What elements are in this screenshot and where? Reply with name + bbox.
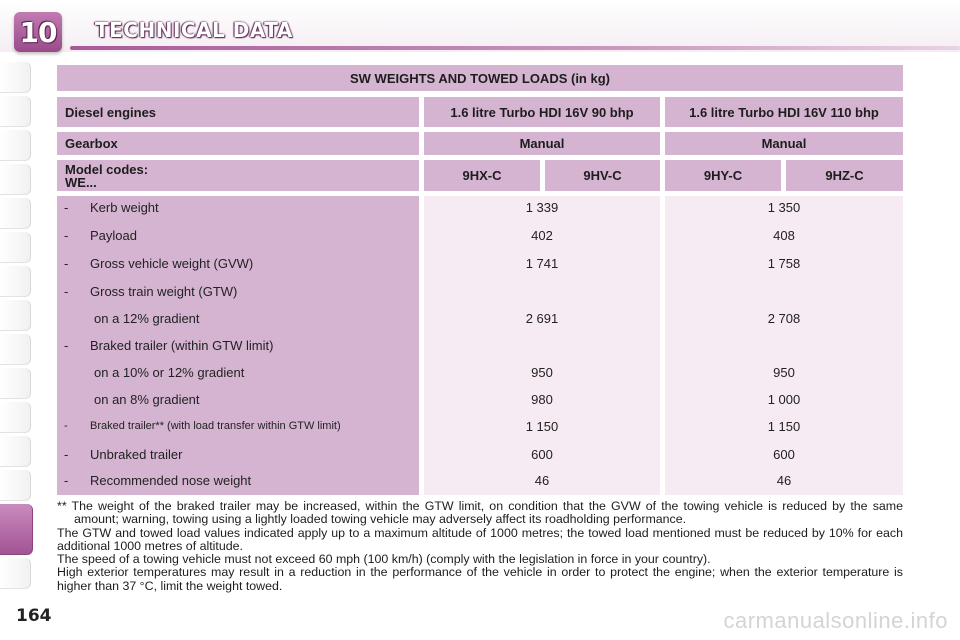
table-row — [64, 473, 251, 488]
row-value-110bhp: 408 — [773, 228, 795, 243]
table-row — [64, 338, 273, 353]
page-title: TECHNICAL DATA — [95, 18, 293, 42]
row-value-110bhp: 1 350 — [767, 200, 801, 215]
table-row — [64, 420, 341, 432]
row-value-110bhp: 2 708 — [767, 311, 801, 326]
watermark: carmanualsonline.info — [723, 608, 948, 633]
row-value-90bhp: 402 — [531, 228, 553, 243]
row-label: on a 10% or 12% gradient — [94, 365, 245, 380]
row-label: Gross train weight (GTW) — [90, 284, 238, 299]
row-label: Braked trailer** (with load transfer within GTW limit) — [90, 420, 341, 432]
chapter-tab[interactable] — [0, 368, 31, 399]
table-row — [64, 311, 200, 326]
chapter-tab[interactable] — [0, 436, 31, 467]
row-value-90bhp: 2 691 — [525, 311, 559, 326]
page-number: 164 — [16, 606, 52, 626]
gearbox-label: Gearbox — [57, 132, 419, 155]
row-value-90bhp: 1 339 — [525, 200, 559, 215]
model-codes-label — [57, 160, 419, 191]
chapter-tab[interactable] — [0, 334, 31, 365]
table-row — [64, 200, 159, 215]
table-row — [64, 228, 137, 243]
chapter-tab[interactable] — [0, 402, 31, 433]
note-temperature: High exterior temperatures may result in a reduction in the performance of the vehicle in order to protect the engine; when the exterior temperature is higher than 37 °C, limit the weight towed. — [57, 565, 903, 593]
row-value-110bhp: 1 000 — [767, 392, 801, 407]
note-altitude: The GTW and towed load values indicated apply up to a maximum altitude of 1000 metres; the towed load mentioned must be reduced by 10% for each additional 1000 metres of altitude. — [57, 525, 903, 553]
engine-90bhp: 1.6 litre Turbo HDI 16V 90 bhp — [424, 97, 660, 127]
chapter-tab[interactable] — [0, 266, 31, 297]
row-label: on a 12% gradient — [94, 311, 200, 326]
model-codes-label-line1: Model codes: — [65, 161, 149, 177]
row-label: Gross vehicle weight (GVW) — [90, 256, 254, 271]
table-row — [64, 256, 253, 271]
row-label: Payload — [90, 228, 137, 243]
row-value-110bhp: 46 — [776, 473, 792, 488]
model-code-9hy: 9HY-C — [665, 160, 781, 191]
model-codes-label-line2: WE... — [65, 174, 97, 190]
chapter-number: 10 — [19, 15, 57, 49]
table-title: SW WEIGHTS AND TOWED LOADS (in kg) — [57, 65, 903, 91]
row-value-110bhp: 950 — [773, 365, 795, 380]
chapter-tab[interactable] — [0, 62, 31, 93]
engine-110bhp: 1.6 litre Turbo HDI 16V 110 bhp — [665, 97, 903, 127]
chapter-tab[interactable] — [0, 470, 31, 501]
chapter-tab-active[interactable] — [0, 504, 33, 555]
row-value-90bhp: 980 — [531, 392, 553, 407]
chapter-tab[interactable] — [0, 300, 31, 331]
row-value-90bhp: 600 — [531, 447, 553, 462]
row-value-90bhp: 1 150 — [525, 419, 559, 434]
row-value-90bhp: 1 741 — [525, 256, 559, 271]
row-label: Braked trailer (within GTW limit) — [90, 338, 274, 353]
table-row — [64, 365, 244, 380]
gearbox-110bhp: Manual — [665, 132, 903, 155]
table-row — [64, 284, 237, 299]
row-dash: - — [64, 473, 69, 488]
row-label: on an 8% gradient — [94, 392, 200, 407]
chapter-tab[interactable] — [0, 130, 31, 161]
row-value-110bhp: 600 — [773, 447, 795, 462]
model-code-9hv: 9HV-C — [545, 160, 660, 191]
row-dash: - — [64, 256, 69, 271]
chapter-tab[interactable] — [0, 232, 31, 263]
notes — [57, 500, 903, 593]
header-rule — [70, 46, 960, 50]
row-value-90bhp: 46 — [534, 473, 550, 488]
row-dash: - — [64, 228, 69, 243]
chapter-tab[interactable] — [0, 558, 31, 589]
row-value-90bhp: 950 — [531, 365, 553, 380]
chapter-tab[interactable] — [0, 198, 31, 229]
row-dash: - — [64, 420, 68, 432]
chapter-badge — [14, 12, 62, 52]
chapter-tab[interactable] — [0, 164, 31, 195]
row-value-110bhp: 1 150 — [767, 419, 801, 434]
row-dash: - — [64, 284, 69, 299]
row-value-110bhp: 1 758 — [767, 256, 801, 271]
row-label: Kerb weight — [90, 200, 159, 215]
row-dash: - — [64, 338, 69, 353]
row-label: Unbraked trailer — [90, 447, 183, 462]
row-dash: - — [64, 200, 69, 215]
row-dash: - — [64, 447, 69, 462]
chapter-tab[interactable] — [0, 96, 31, 127]
gearbox-90bhp: Manual — [424, 132, 660, 155]
engine-label: Diesel engines — [57, 97, 419, 127]
model-code-9hx: 9HX-C — [424, 160, 540, 191]
table-row — [64, 392, 200, 407]
table-row — [64, 447, 183, 462]
row-label: Recommended nose weight — [90, 473, 252, 488]
model-code-9hz: 9HZ-C — [786, 160, 903, 191]
note-speed: The speed of a towing vehicle must not exceed 60 mph (100 km/h) (comply with the legislation in force in your country). — [57, 552, 711, 567]
footnote-braked-trailer: ** The weight of the braked trailer may be increased, within the GTW limit, on condition that the GVW of the towing vehicle is reduced by the same amount; warning, towing using a lightly loaded towing vehicle may adversely affect its roadholding performance. — [57, 499, 903, 527]
